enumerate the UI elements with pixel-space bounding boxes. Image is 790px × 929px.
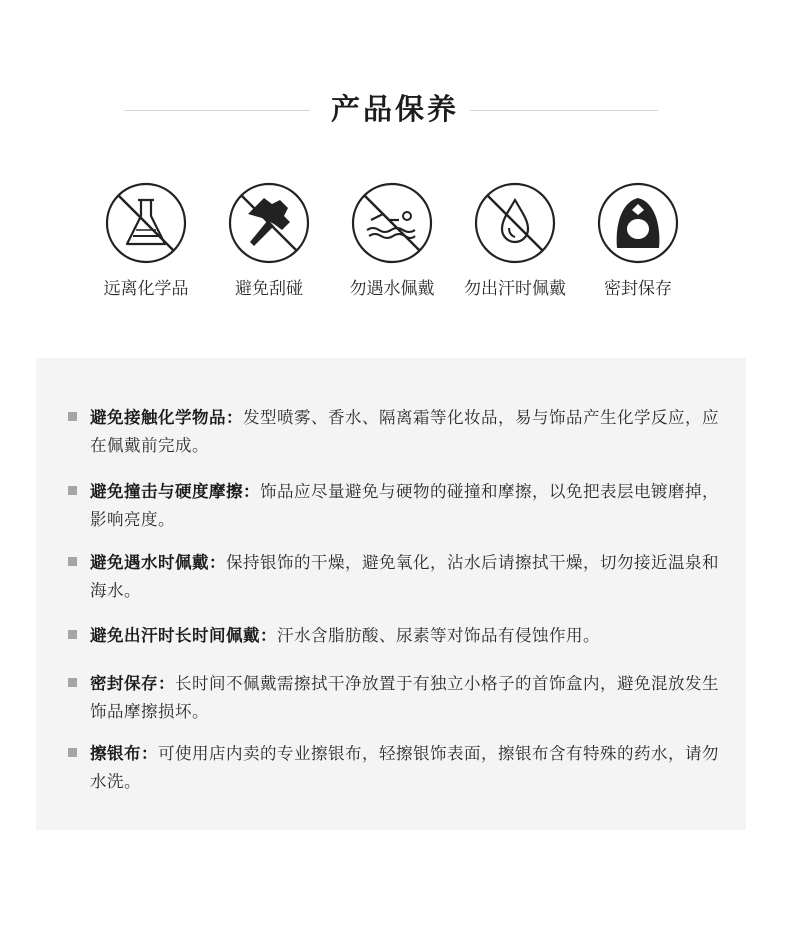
care-icons-row xyxy=(0,180,790,320)
tip-body: 发型喷雾、香水、隔离霜等化妆品，易与饰品产生化学反应，应在佩戴前完成。 xyxy=(90,408,719,455)
care-label: 勿遇水佩戴 xyxy=(349,279,435,299)
care-label: 远离化学品 xyxy=(103,279,189,299)
page-title: 产品保养 xyxy=(330,92,459,126)
care-item-sweat xyxy=(445,180,585,300)
bullet-square-icon xyxy=(68,557,77,566)
bullet-square-icon xyxy=(68,412,77,421)
swimmer-icon xyxy=(349,180,435,266)
section-header xyxy=(0,84,790,134)
care-label: 密封保存 xyxy=(604,279,672,299)
tip-item xyxy=(68,549,728,605)
tip-body: 保持银饰的干燥，避免氧化，沾水后请擦拭干燥，切勿接近温泉和海水。 xyxy=(90,553,719,600)
tip-heading: 避免撞击与硬度摩擦： xyxy=(90,482,260,501)
tip-body: 长时间不佩戴需擦拭干净放置于有独立小格子的首饰盒内，避免混放发生饰品摩擦损坏。 xyxy=(90,674,719,721)
bullet-square-icon xyxy=(68,486,77,495)
tip-item xyxy=(68,404,728,460)
care-label: 避免刮碰 xyxy=(235,279,303,299)
tip-heading: 密封保存： xyxy=(90,674,175,693)
bullet-square-icon xyxy=(68,630,77,639)
tip-body: 可使用店内卖的专业擦银布，轻擦银饰表面，擦银布含有特殊的药水，请勿水洗。 xyxy=(90,744,719,791)
tip-item xyxy=(68,740,728,796)
divider-line-right xyxy=(470,110,658,111)
care-item-scratch xyxy=(199,180,339,300)
tip-heading: 避免遇水时佩戴： xyxy=(90,553,226,572)
tip-heading: 擦银布： xyxy=(90,744,158,763)
tip-heading: 避免接触化学物品： xyxy=(90,408,243,427)
water-drop-icon xyxy=(472,180,558,266)
bullet-square-icon xyxy=(68,748,77,757)
tip-body: 饰品应尽量避免与硬物的碰撞和摩擦，以免把表层电镀磨掉，影响亮度。 xyxy=(90,482,719,529)
tip-item xyxy=(68,670,728,726)
tip-body: 汗水含脂肪酸、尿素等对饰品有侵蚀作用。 xyxy=(277,626,600,645)
care-tips-panel xyxy=(36,358,746,830)
care-item-storage xyxy=(568,180,708,300)
care-label: 勿出汗时佩戴 xyxy=(464,279,566,299)
care-item-chemicals xyxy=(76,180,216,300)
care-item-water xyxy=(322,180,462,300)
flask-icon xyxy=(103,180,189,266)
ring-box-icon xyxy=(595,180,681,266)
tip-item xyxy=(68,622,728,650)
hammer-icon xyxy=(226,180,312,266)
bullet-square-icon xyxy=(68,678,77,687)
tip-item xyxy=(68,478,728,534)
tip-heading: 避免出汗时长时间佩戴： xyxy=(90,626,277,645)
